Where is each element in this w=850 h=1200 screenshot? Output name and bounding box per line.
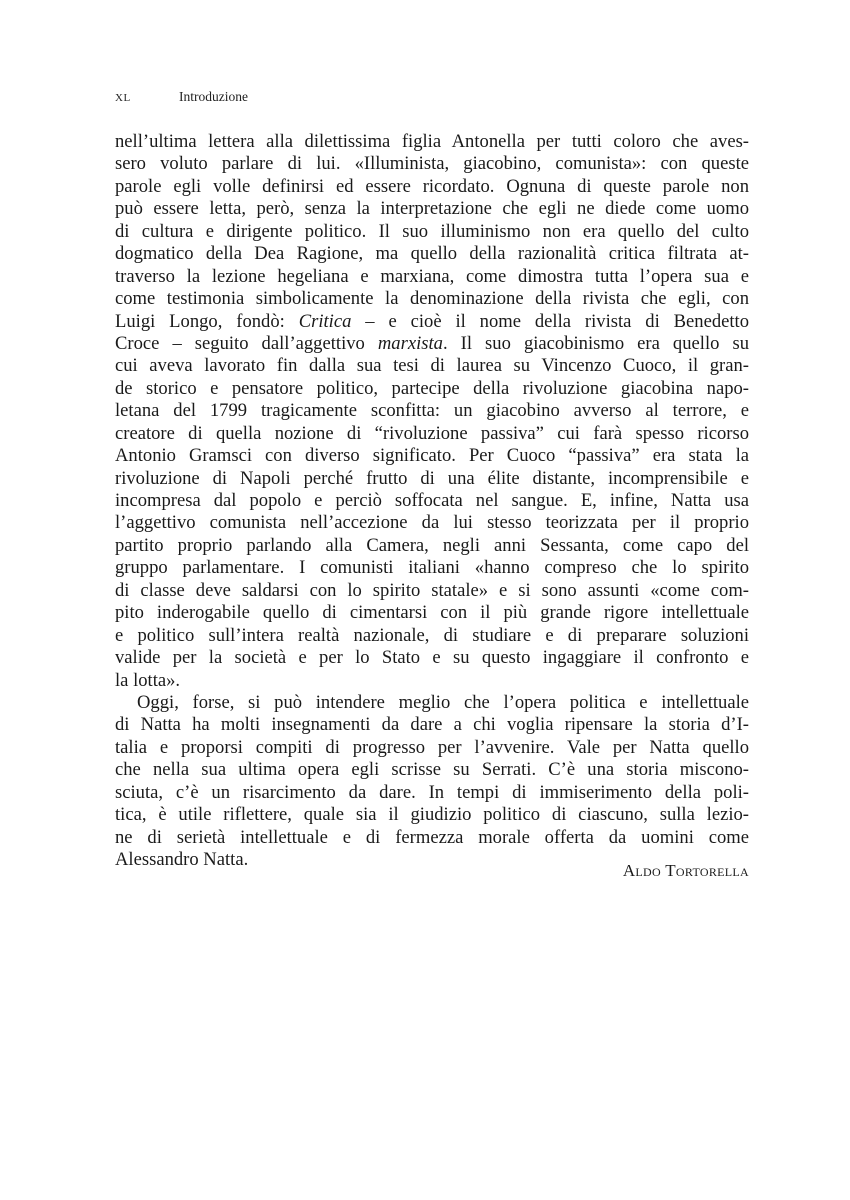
text-line: cui aveva lavorato fin dalla sua tesi di laurea su Vincenzo Cuoco, il gran- <box>115 355 749 377</box>
text-line: nell’ultima lettera alla dilettissima figlia Antonella per tutti coloro che aves- <box>115 131 749 152</box>
text-run: – e cioè il nome della rivista di Benedetto <box>351 310 750 332</box>
text-line: Alessandro Natta. <box>115 849 249 870</box>
text-line: che nella sua ultima opera egli scrisse su Serrati. C’è una storia miscono- <box>115 759 749 781</box>
text-line: sero voluto parlare di lui. «Illuminista, giacobino, comunista»: con queste <box>115 153 749 175</box>
text-line: di Natta ha molti insegnamenti da dare a chi voglia ripensare la storia d’I- <box>115 714 749 736</box>
text-line: creatore di quella nozione di “rivoluzione passiva” cui farà spesso ricorso <box>115 422 749 444</box>
text-line: la lotta». <box>115 669 181 691</box>
text-line: de storico e pensatore politico, partecipe della rivoluzione giacobina napo- <box>115 377 749 399</box>
emphasis-marxista: marxista <box>377 332 443 354</box>
author-signature: Aldo Tortorella <box>622 861 749 880</box>
text-line: di cultura e dirigente politico. Il suo illuminismo non era quello del culto <box>115 220 749 242</box>
text-line: valide per la società e per lo Stato e su questo ingaggiare il confronto e <box>115 647 749 669</box>
text-line: come testimonia simbolicamente la denominazione della rivista che egli, con <box>115 288 749 310</box>
text-line: può essere letta, però, senza la interpretazione che egli ne diede come uomo <box>115 198 749 220</box>
text-run: . Il suo giacobinismo era quello su <box>442 332 749 354</box>
text-line: Antonio Gramsci con diverso significato. Per Cuoco “passiva” era stata la <box>115 445 749 467</box>
text-line: pito inderogabile quello di cimentarsi con il più grande rigore intellettuale <box>115 602 749 624</box>
running-head <box>115 89 248 105</box>
paragraph-1 <box>115 131 749 692</box>
text-line: letana del 1799 tragicamente sconfitta: un giacobino avverso al terrore, e <box>115 400 749 422</box>
text-line: rivoluzione di Napoli perché frutto di una élite distante, incomprensibile e <box>115 467 749 489</box>
text-line: traverso la lezione hegeliana e marxiana, come dimostra tutta l’opera sua e <box>115 265 749 287</box>
body-text <box>115 131 749 871</box>
text-line: l’aggettivo comunista nell’accezione da lui stesso teorizzata per il proprio <box>115 512 749 534</box>
text-line: talia e proporsi compiti di progresso per l’avvenire. Vale per Natta quello <box>115 736 749 758</box>
section-title: Introduzione <box>179 89 248 104</box>
text-line <box>115 333 749 355</box>
text-line: e politico sull’intera realtà nazionale, di studiare e di preparare soluzioni <box>115 624 749 646</box>
text-line: Oggi, forse, si può intendere meglio che l’opera politica e intellettuale <box>137 691 749 713</box>
text-line: dogmatico della Dea Ragione, ma quello della razionalità critica filtrata at- <box>115 243 749 265</box>
text-line: di classe deve saldarsi con lo spirito statale» e si sono assunti «come com- <box>115 579 749 601</box>
text-line: sciuta, c’è un risarcimento da dare. In tempi di immiserimento della poli- <box>115 781 749 803</box>
text-line: incompresa dal popolo e perciò soffocata nel sangue. E, infine, Natta usa <box>115 490 749 511</box>
text-line: parole egli volle definirsi ed essere ricordato. Ognuna di queste parole non <box>115 175 749 197</box>
text-line: tica, è utile riflettere, quale sia il giudizio politico di ciascuno, sulla lezio- <box>115 804 749 826</box>
text-run: Luigi Longo, fondò: <box>115 310 299 332</box>
text-line: gruppo parlamentare. I comunisti italiani «hanno compreso che lo spirito <box>115 557 749 579</box>
text-line: ne di serietà intellettuale e di fermezza morale offerta da uomini come <box>115 826 749 848</box>
paragraph-2 <box>115 692 749 872</box>
text-run: Croce – seguito dall’aggettivo <box>115 332 378 354</box>
text-line: partito proprio parlando alla Camera, negli anni Sessanta, come capo del <box>115 534 749 556</box>
text-line <box>115 311 749 333</box>
page-number: XL <box>115 92 131 104</box>
journal-title-critica: Critica <box>298 310 352 332</box>
